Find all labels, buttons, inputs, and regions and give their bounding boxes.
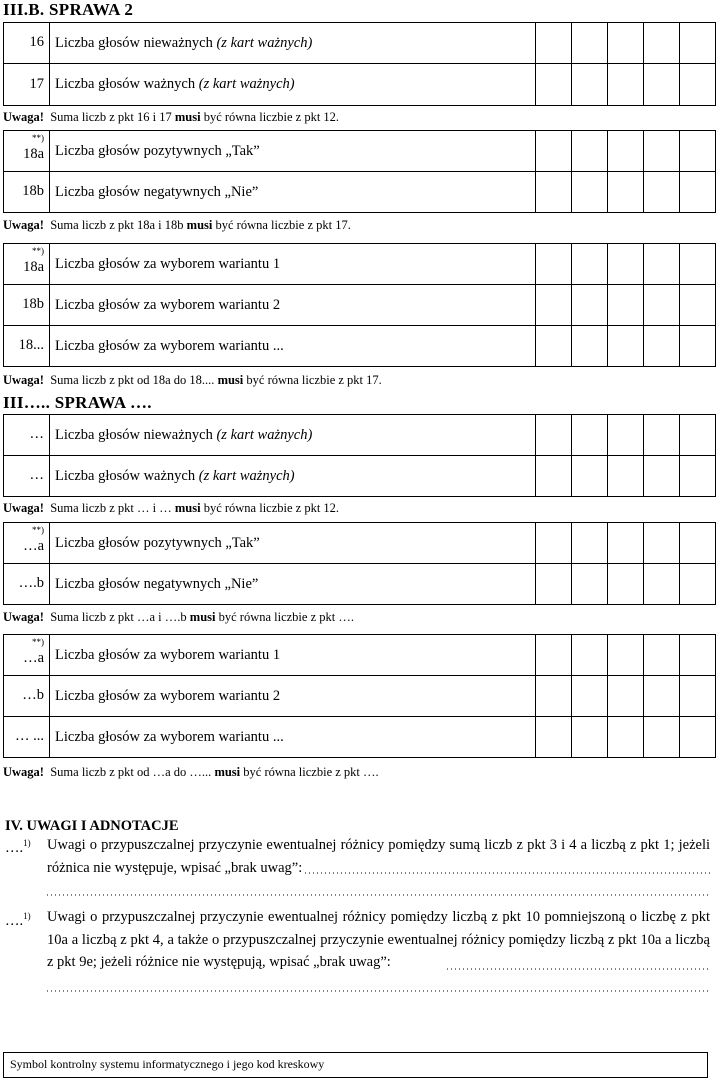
digit-box[interactable] [608, 717, 644, 758]
table-row [4, 64, 716, 106]
row-label: Liczba głosów ważnych (z kart ważnych) [50, 64, 536, 106]
digit-box[interactable] [608, 131, 644, 172]
section-title-n: III….. SPRAWA …. [3, 393, 152, 412]
digit-box[interactable] [608, 415, 644, 456]
row-number: 18b [4, 172, 50, 213]
digit-box[interactable] [572, 415, 608, 456]
digit-box[interactable] [680, 172, 716, 213]
digit-box[interactable] [644, 64, 680, 106]
row-number: ….b [4, 564, 50, 605]
row-label: Liczba głosów za wyborem wariantu 1 [50, 244, 536, 285]
remark-1: Uwagi o przypuszczalnej przyczynie ewentualnej różnicy pomiędzy sumą liczb z pkt 3 i 4 a liczbą z pkt 1; jeżeli różnica nie występuje, wpisać „brak uwag”: [47, 837, 710, 876]
row-label: Liczba głosów ważnych (z kart ważnych) [50, 456, 536, 497]
row-label: Liczba głosów za wyborem wariantu 2 [50, 285, 536, 326]
table-row [4, 172, 716, 213]
table-row [4, 676, 716, 717]
row-label: Liczba głosów pozytywnych „Tak” [50, 131, 536, 172]
row-label: Liczba głosów za wyborem wariantu 1 [50, 635, 536, 676]
digit-box[interactable] [608, 172, 644, 213]
digit-box[interactable] [680, 523, 716, 564]
digit-box[interactable] [572, 131, 608, 172]
section-title-iv: IV. UWAGI I ADNOTACJE [5, 818, 179, 834]
row-number: **) …a [4, 523, 50, 564]
table-n-invalid-valid [3, 414, 716, 497]
note: Uwaga! Suma liczb z pkt …a i ….b musi być równa liczbie z pkt …. [3, 610, 354, 624]
digit-box[interactable] [572, 23, 608, 64]
row-label: Liczba głosów za wyborem wariantu ... [50, 717, 536, 758]
table-row [4, 717, 716, 758]
digit-box[interactable] [608, 23, 644, 64]
row-number: 18b [4, 285, 50, 326]
table-row [4, 131, 716, 172]
remark-1-answer-line[interactable] [47, 881, 710, 899]
table-b-yes-no [3, 130, 716, 213]
digit-box[interactable] [572, 285, 608, 326]
digit-box[interactable] [680, 244, 716, 285]
section-title-b: III.B. SPRAWA 2 [3, 0, 134, 19]
row-label: Liczba głosów za wyborem wariantu ... [50, 326, 536, 367]
digit-box[interactable] [572, 172, 608, 213]
digit-box[interactable] [644, 285, 680, 326]
row-number: 18... [4, 326, 50, 367]
digit-box[interactable] [680, 326, 716, 367]
row-label: Liczba głosów nieważnych (z kart ważnych) [50, 415, 536, 456]
digit-box[interactable] [608, 564, 644, 605]
digit-box[interactable] [536, 635, 572, 676]
digit-box[interactable] [680, 131, 716, 172]
row-label: Liczba głosów pozytywnych „Tak” [50, 523, 536, 564]
row-number: **) 18a [4, 131, 50, 172]
digit-box[interactable] [536, 172, 572, 213]
digit-box[interactable] [572, 456, 608, 497]
digit-box[interactable] [680, 635, 716, 676]
digit-box[interactable] [536, 64, 572, 106]
digit-box[interactable] [644, 23, 680, 64]
table-b-invalid-valid [3, 22, 716, 106]
digit-box[interactable] [608, 523, 644, 564]
row-number: … [4, 415, 50, 456]
table-row [4, 23, 716, 64]
row-label: Liczba głosów nieważnych (z kart ważnych) [50, 23, 536, 64]
table-row [4, 285, 716, 326]
remark-2-answer-dots[interactable] [447, 955, 710, 973]
table-n-variants [3, 634, 716, 758]
digit-box[interactable] [644, 172, 680, 213]
table-row [4, 456, 716, 497]
digit-box[interactable] [644, 564, 680, 605]
digit-box[interactable] [680, 717, 716, 758]
digit-box[interactable] [680, 23, 716, 64]
item-number: ….$^{1)}$ [5, 911, 31, 929]
remark-1-answer-dots[interactable] [305, 859, 710, 877]
digit-box[interactable] [572, 64, 608, 106]
digit-box[interactable] [680, 64, 716, 106]
digit-box[interactable] [572, 717, 608, 758]
digit-box[interactable] [680, 285, 716, 326]
table-row [4, 523, 716, 564]
digit-box[interactable] [572, 635, 608, 676]
digit-box[interactable] [536, 456, 572, 497]
digit-box[interactable] [608, 676, 644, 717]
table-row [4, 326, 716, 367]
digit-box[interactable] [536, 285, 572, 326]
table-row [4, 564, 716, 605]
digit-box[interactable] [536, 415, 572, 456]
note: Uwaga! Suma liczb z pkt 18a i 18b musi być równa liczbie z pkt 17. [3, 218, 351, 232]
control-symbol-box [3, 1052, 708, 1078]
digit-box[interactable] [608, 635, 644, 676]
digit-box[interactable] [572, 244, 608, 285]
row-label: Liczba głosów negatywnych „Nie” [50, 172, 536, 213]
digit-box[interactable] [536, 564, 572, 605]
digit-box[interactable] [536, 23, 572, 64]
digit-box[interactable] [608, 456, 644, 497]
digit-box[interactable] [608, 285, 644, 326]
row-number: **) 18a [4, 244, 50, 285]
digit-box[interactable] [536, 131, 572, 172]
table-b-variants [3, 243, 716, 367]
digit-box[interactable] [680, 676, 716, 717]
table-row [4, 635, 716, 676]
digit-box[interactable] [644, 676, 680, 717]
digit-box[interactable] [644, 244, 680, 285]
digit-box[interactable] [644, 456, 680, 497]
digit-box[interactable] [644, 717, 680, 758]
digit-box[interactable] [644, 523, 680, 564]
digit-box[interactable] [572, 326, 608, 367]
digit-box[interactable] [644, 131, 680, 172]
digit-box[interactable] [644, 326, 680, 367]
control-symbol-label: Symbol kontrolny systemu informatycznego i jego kod kreskowy [10, 1057, 325, 1071]
digit-box[interactable] [608, 244, 644, 285]
digit-box[interactable] [572, 564, 608, 605]
note: Uwaga! Suma liczb z pkt od 18a do 18.... musi być równa liczbie z pkt 17. [3, 373, 382, 387]
digit-box[interactable] [608, 326, 644, 367]
digit-box[interactable] [536, 244, 572, 285]
row-number: …b [4, 676, 50, 717]
digit-box[interactable] [536, 326, 572, 367]
row-number: … ... [4, 717, 50, 758]
note: Uwaga! Suma liczb z pkt od …a do …... musi być równa liczbie z pkt …. [3, 765, 379, 779]
digit-box[interactable] [680, 415, 716, 456]
row-label: Liczba głosów negatywnych „Nie” [50, 564, 536, 605]
row-label: Liczba głosów za wyborem wariantu 2 [50, 676, 536, 717]
digit-box[interactable] [680, 564, 716, 605]
digit-box[interactable] [572, 523, 608, 564]
digit-box[interactable] [536, 717, 572, 758]
remark-2: Uwagi o przypuszczalnej przyczynie ewentualnej różnicy pomiędzy liczbą z pkt 10 pomniejszoną o liczbę z pkt 10a a liczbą z pkt 4, a także o przypuszczalnej przyczynie ewentualnej różnicy pomiędzy liczbą z pkt 10a a liczbą z pkt 9e; jeżeli różnice nie występują, wpisać „brak uwag”: [47, 909, 710, 970]
table-row [4, 244, 716, 285]
digit-box[interactable] [608, 64, 644, 106]
digit-box[interactable] [536, 523, 572, 564]
table-row [4, 415, 716, 456]
remark-2-answer-line[interactable] [47, 977, 710, 995]
item-number: ….$^{1)}$ [5, 838, 31, 856]
digit-box[interactable] [680, 456, 716, 497]
digit-box[interactable] [644, 415, 680, 456]
note: Uwaga! Suma liczb z pkt 16 i 17 musi być równa liczbie z pkt 12. [3, 110, 340, 124]
digit-box[interactable] [644, 635, 680, 676]
row-number: **) …a [4, 635, 50, 676]
table-n-yes-no [3, 522, 716, 605]
digit-box[interactable] [572, 676, 608, 717]
row-number: 17 [4, 64, 50, 106]
row-number: … [4, 456, 50, 497]
note: Uwaga! Suma liczb z pkt … i … musi być równa liczbie z pkt 12. [3, 501, 340, 515]
row-number: 16 [4, 23, 50, 64]
digit-box[interactable] [536, 676, 572, 717]
